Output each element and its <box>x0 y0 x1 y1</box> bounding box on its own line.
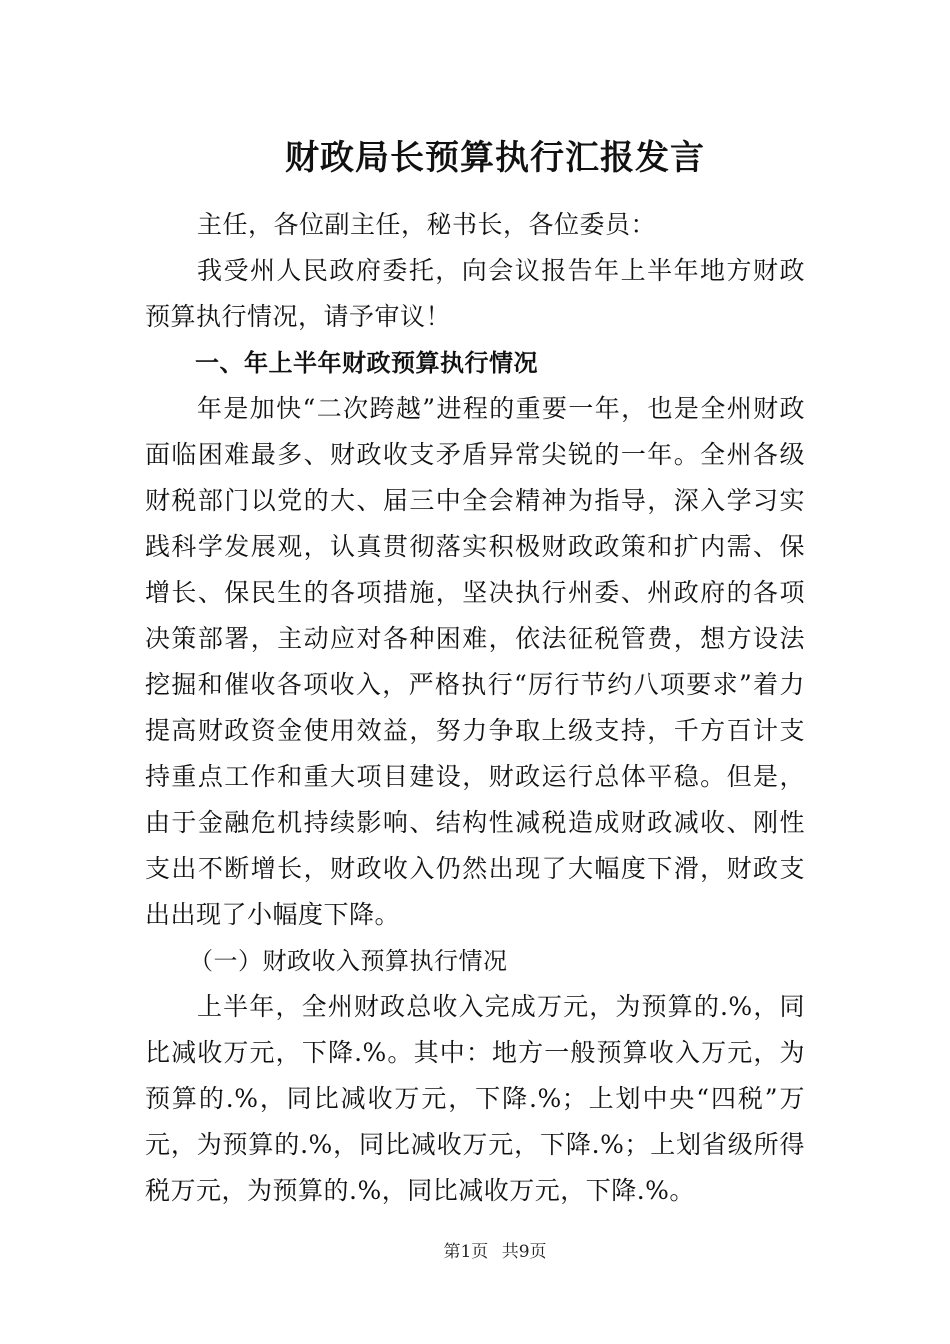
section-1-paragraph: 年是加快“二次跨越”进程的重要一年，也是全州财政面临困难最多、财政收支矛盾异常尖锐的一年。全州各级财税部门以党的大、届三中全会精神为指导，深入学习实践科学发展观，认真贯彻落实积极财政政策和扩内需、保增长、保民生的各项措施，坚决执行州委、州政府的各项决策部署，主动应对各种困难，依法征税管费，想方设法挖掘和催收各项收入，严格执行“厉行节约八项要求”着力提高财政资金使用效益，努力争取上级支持，千方百计支持重点工作和重大项目建设，财政运行总体平稳。但是，由于金融危机持续影响、结构性减税造成财政减收、刚性支出不断增长，财政收入仍然出现了大幅度下滑，财政支出出现了小幅度下降。 <box>145 394 805 929</box>
salutation: 主任，各位副主任，秘书长，各位委员： <box>197 210 657 239</box>
page-number: 第1页 <box>443 1242 489 1262</box>
document-title: 财政局长预算执行汇报发言 <box>285 138 705 178</box>
subsection-1-paragraph: 上半年，全州财政总收入完成万元，为预算的.%，同比减收万元，下降.%。其中：地方一般预算收入万元，为预算的.%，同比减收万元，下降.%；上划中央“四税”万元，为预算的.%，同比减收万元，下降.%；上划省级所得税万元，为预算的.%，同比减收万元，下降.%。 <box>145 992 805 1205</box>
page-footer <box>0 1240 950 1264</box>
section-heading-1: 一、年上半年财政预算执行情况 <box>195 349 538 377</box>
page-total: 共9页 <box>501 1242 547 1262</box>
subsection-heading-1: （一）财政收入预算执行情况 <box>189 947 508 975</box>
intro-paragraph: 我受州人民政府委托，向会议报告年上半年地方财政预算执行情况，请予审议！ <box>145 256 805 331</box>
document-body <box>145 202 805 1214</box>
